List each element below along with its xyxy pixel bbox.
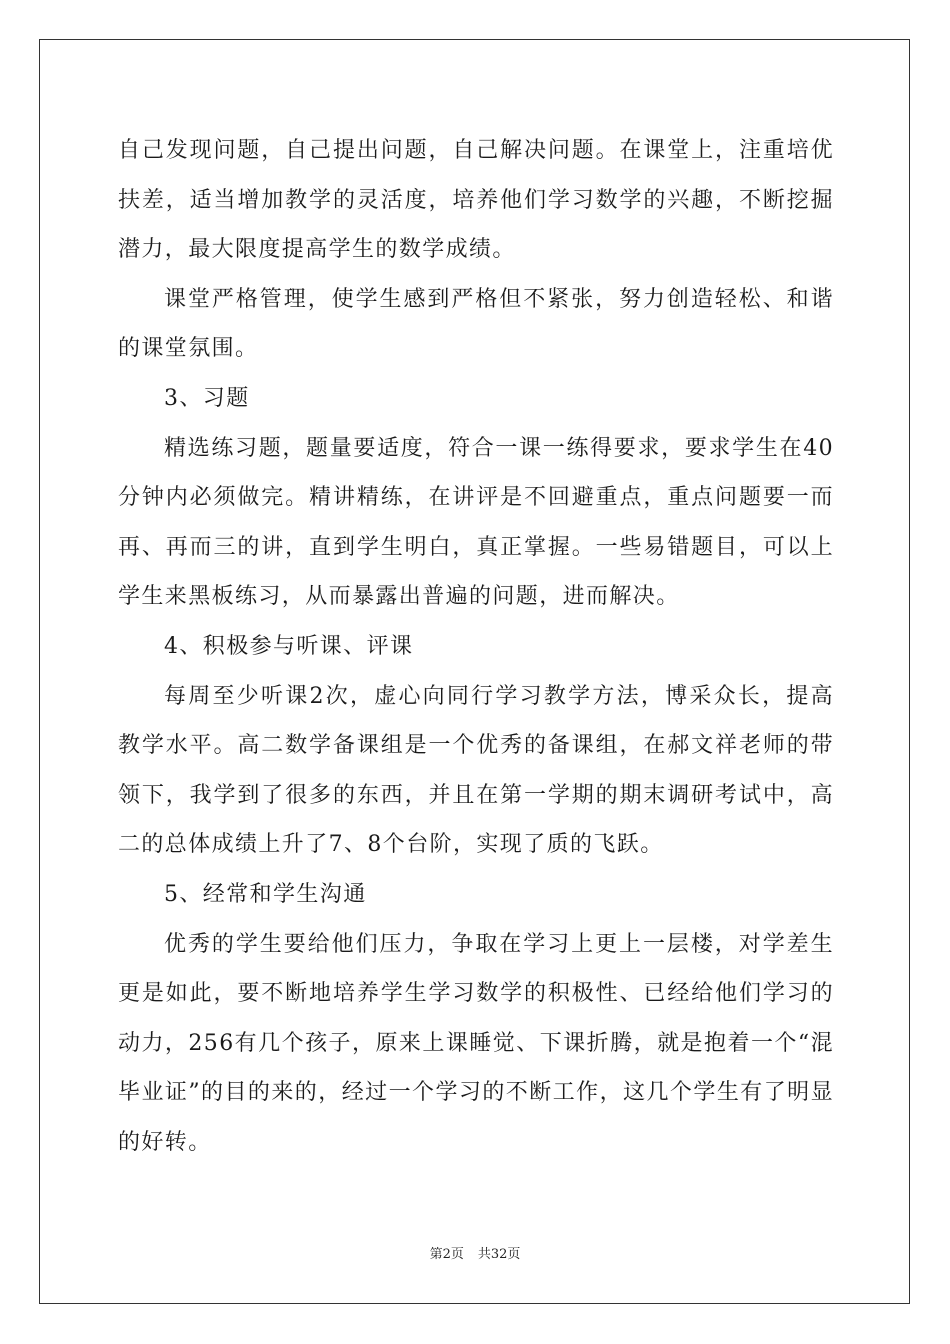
paragraph-5: 优秀的学生要给他们压力，争取在学习上更上一层楼，对学差生更是如此，要不断地培养学生学习数学的积极性、已经给他们学习的动力，256有几个孩子，原来上课睡觉、下课折腾，就是抱着一个“混毕业证”的目的来的，经过一个学习的不断工作，这几个学生有了明显的好转。 [118, 931, 834, 1155]
document-body [118, 126, 834, 1167]
paragraph-3: 精选练习题，题量要适度，符合一课一练得要求，要求学生在40分钟内必须做完。精讲精练，在讲评是不回避重点，重点问题要一而再、再而三的讲，直到学生明白，真正掌握。一些易错题目，可以上学生来黑板练习，从而暴露出普遍的问题，进而解决。 [118, 435, 834, 610]
paragraph-1: 自己发现问题，自己提出问题，自己解决问题。在课堂上，注重培优扶差，适当增加教学的灵活度，培养他们学习数学的兴趣，不断挖掘潜力，最大限度提高学生的数学成绩。 [118, 138, 834, 263]
page-number: 第2页 [429, 1247, 464, 1262]
paragraph-2: 课堂严格管理，使学生感到严格但不紧张，努力创造轻松、和谐的课堂氛围。 [118, 286, 834, 362]
section-heading-5: 5、经常和学生沟通 [164, 881, 367, 907]
section-heading-3: 3、习题 [164, 385, 250, 411]
paragraph-4: 每周至少听课2次，虚心向同行学习教学方法，博采众长，提高教学水平。高二数学备课组是一个优秀的备课组，在郝文祥老师的带领下，我学到了很多的东西，并且在第一学期的期末调研考试中，高二的总体成绩上升了7、8个台阶，实现了质的飞跃。 [118, 683, 834, 858]
page-total: 共32页 [477, 1247, 521, 1262]
page-footer [0, 1247, 950, 1263]
section-heading-4: 4、积极参与听课、评课 [164, 633, 414, 659]
